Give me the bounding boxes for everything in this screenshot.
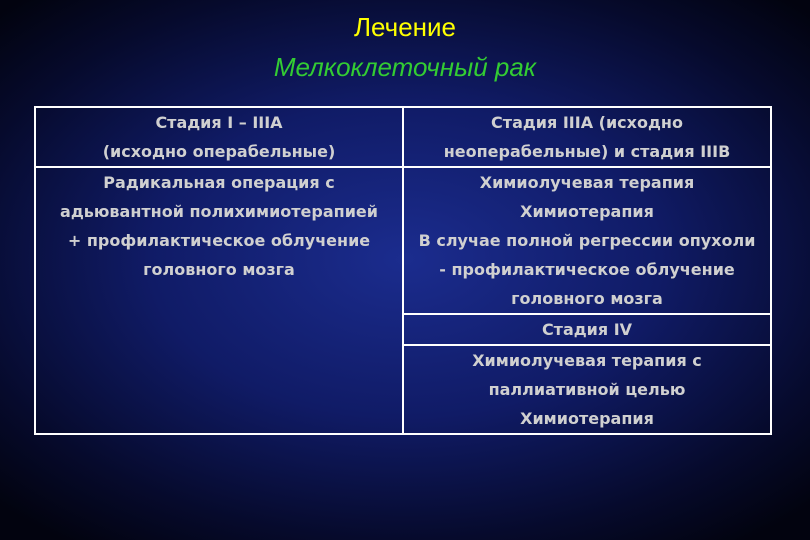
- stage4-body-line: Химиотерапия: [520, 409, 654, 428]
- left-body-line: головного мозга: [143, 260, 295, 279]
- left-body-line: + профилактическое облучение: [67, 231, 371, 250]
- left-body-line: адьювантной полихимиотерапией: [60, 202, 378, 221]
- right-body-line: - профилактическое облучение: [439, 260, 735, 279]
- right-body-line: головного мозга: [511, 289, 663, 308]
- left-body-line: Радикальная операция с: [103, 173, 335, 192]
- stage-4-treatment-cell: [403, 345, 771, 434]
- chemoradiation-treatment-cell: [403, 167, 771, 314]
- right-body-line: В случае полной регрессии опухоли: [418, 231, 756, 250]
- stage4-body-line: Химиолучевая терапия с: [472, 351, 702, 370]
- header-stage-3a-3b: [403, 107, 771, 167]
- stage4-body-line: паллиативной целью: [488, 380, 686, 399]
- header-right-line: неоперабельные) и стадия IIIB: [443, 142, 731, 161]
- slide-subtitle: Мелкоклеточный рак: [273, 52, 537, 82]
- slide-title: Лечение: [353, 12, 456, 42]
- right-body-line: Химиолучевая терапия: [479, 173, 695, 192]
- stage-4-header: Стадия IV: [403, 314, 771, 345]
- header-stage-1-3a: [35, 107, 403, 167]
- header-left-line: (исходно операбельные): [102, 142, 336, 161]
- surgery-treatment-cell: [35, 167, 403, 434]
- right-body-line: Химиотерапия: [520, 202, 654, 221]
- treatment-table: [34, 106, 772, 435]
- header-right-line: Стадия IIIA (исходно: [491, 113, 683, 132]
- header-left-line: Стадия I – IIIA: [155, 113, 283, 132]
